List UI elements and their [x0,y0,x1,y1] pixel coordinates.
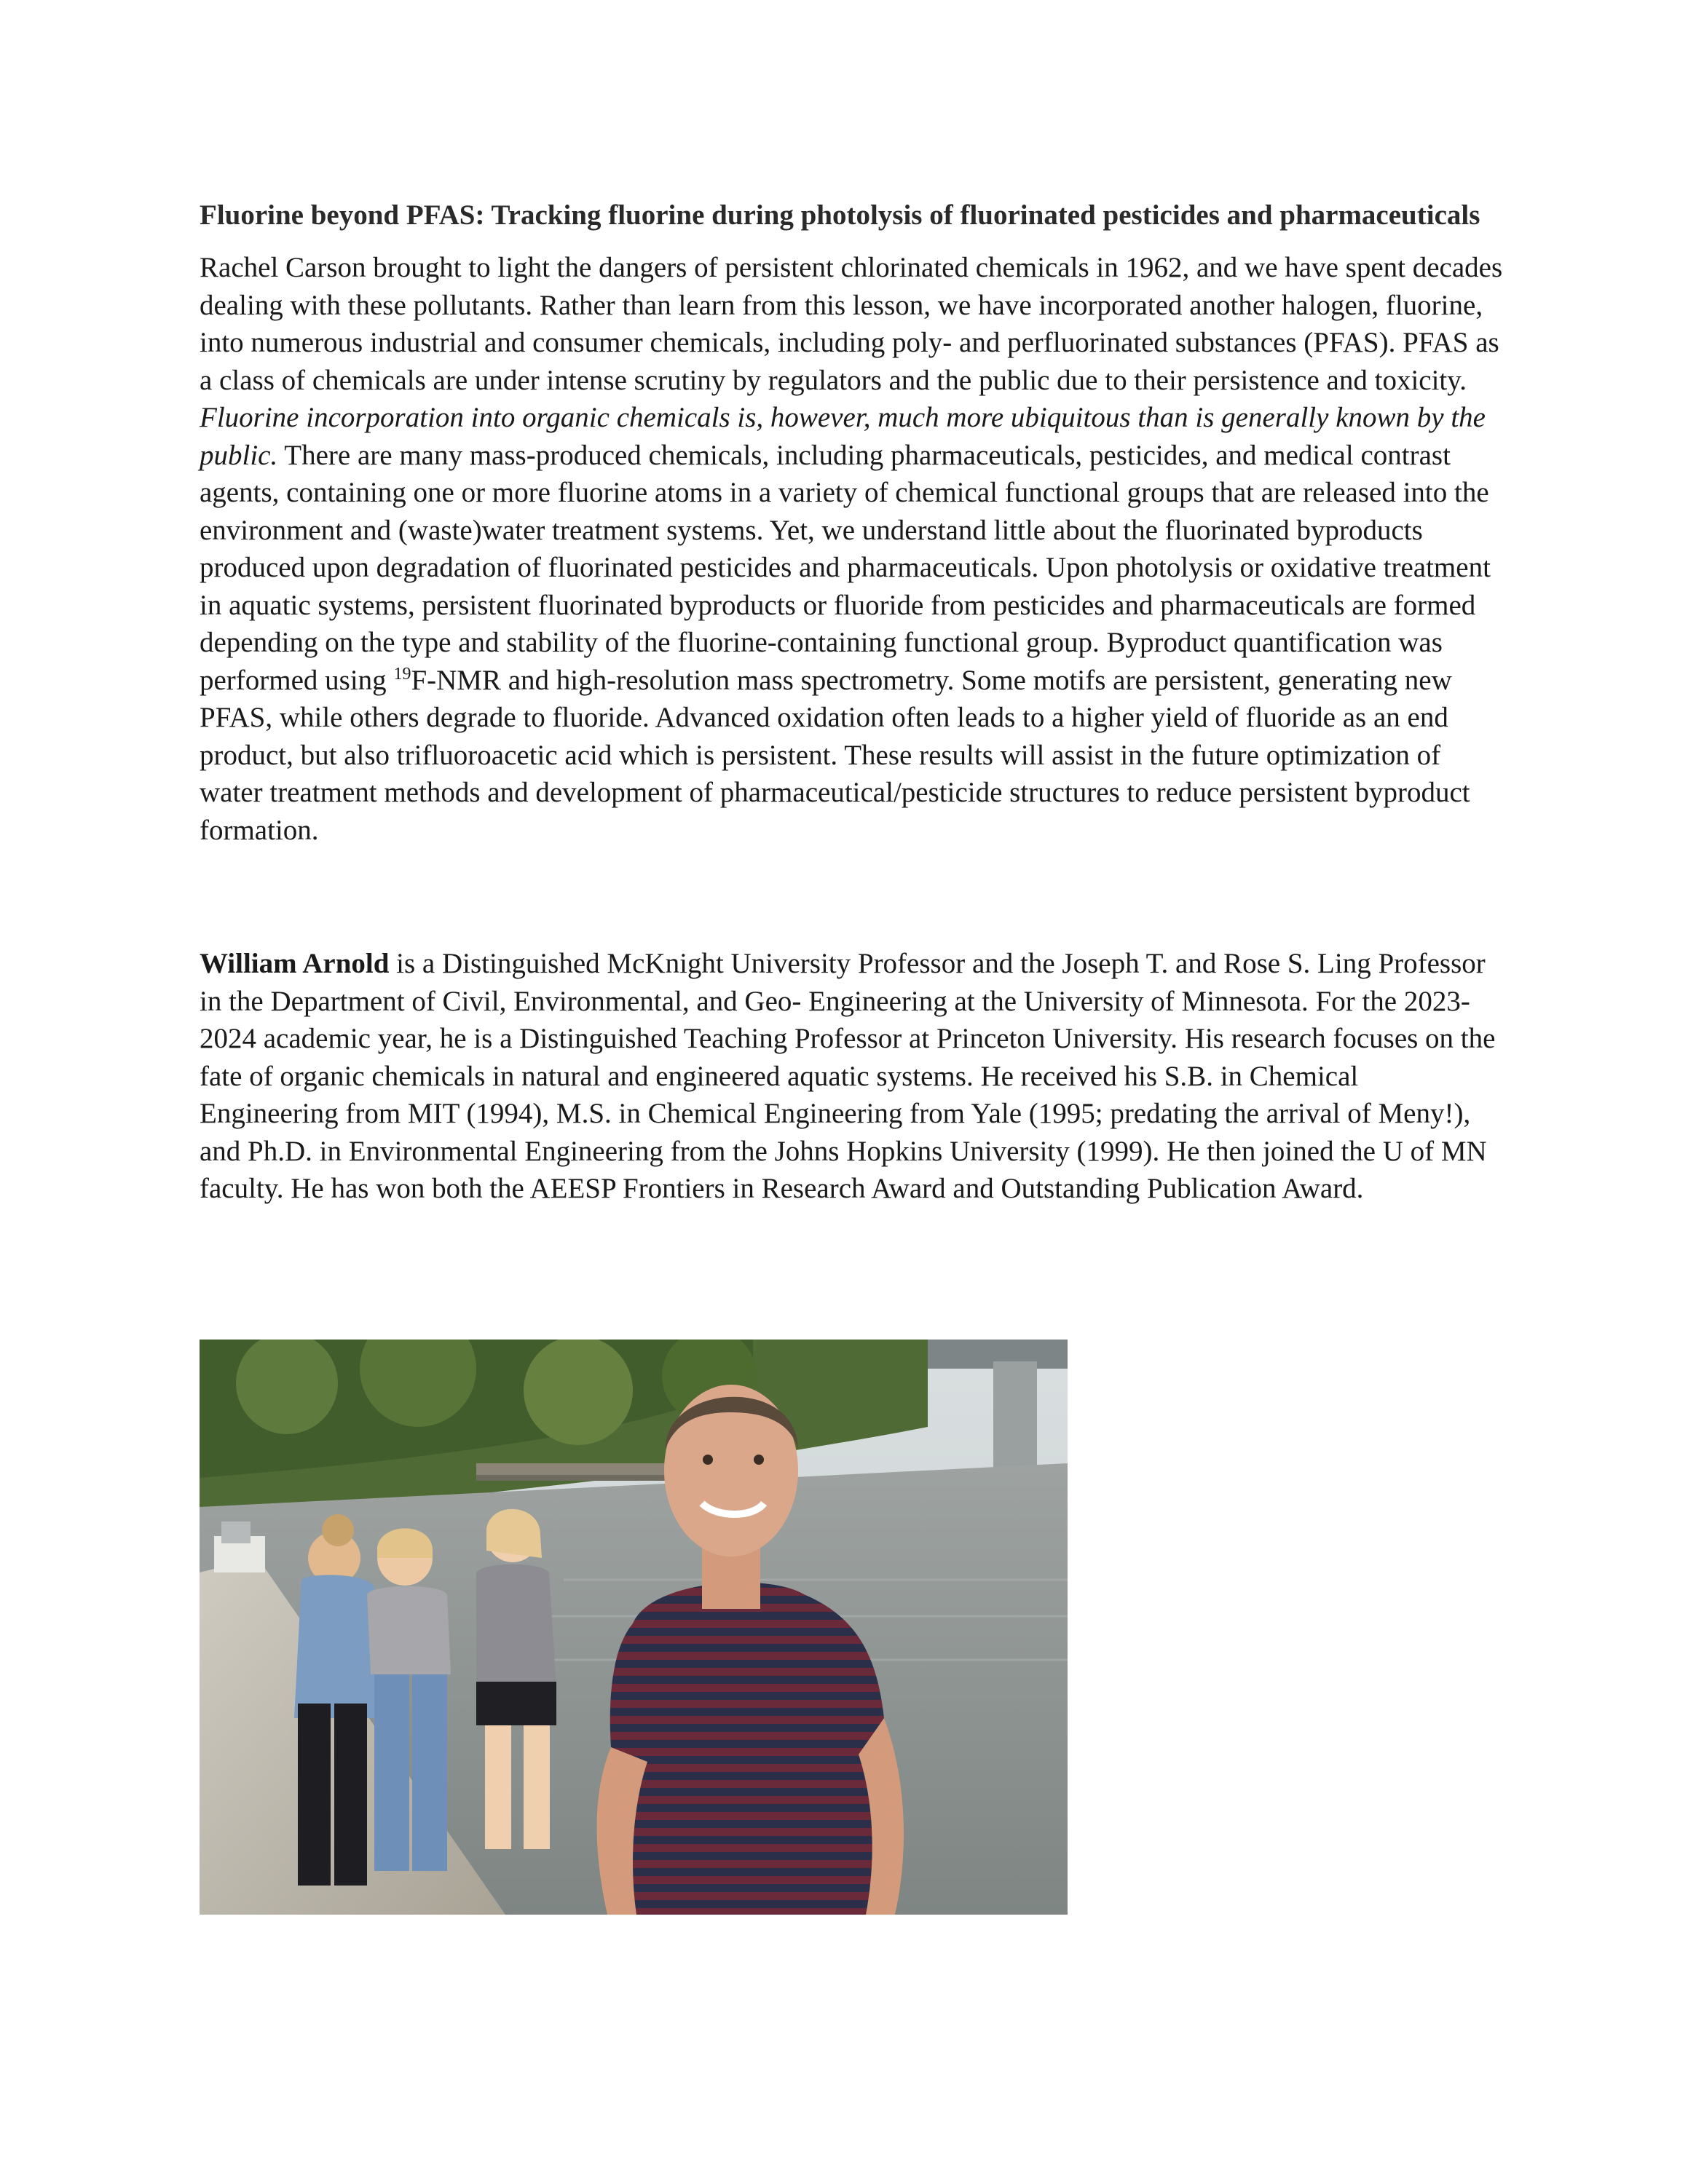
document-page [200,197,1503,1208]
bio-name: William Arnold [200,948,390,979]
bio-paragraph [200,945,1503,1208]
abstract-paragraph [200,249,1503,849]
article-title: Fluorine beyond PFAS: Tracking fluorine during photolysis of fluorinated pesticides and pharmaceuticals [200,199,1480,231]
abstract-text-1: Rachel Carson brought to light the dangers of persistent chlorinated chemicals in 1962, and we have spent decades dealing with these pollutants. Rather than learn from this lesson, we have incorporated another halogen, fluorine, into numerous industrial and consumer chemicals, including poly- and perfluorinated substances (PFAS). PFAS as a class of chemicals are under intense scrutiny by regulators and the public due to their persistence and toxicity. [200,252,1503,396]
abstract-text-3: F-NMR and high-resolution mass spectrometry. Some motifs are persistent, generating new PFAS, while others degrade to fluoride. Advanced oxidation often leads to a higher yield of fluoride as an end product, but also trifluoroacetic acid which is persistent. These results will assist in the future optimization of water treatment methods and development of pharmaceutical/pesticide structures to reduce persistent byproduct formation. [200,664,1470,846]
abstract-text-2: There are many mass-produced chemicals, including pharmaceuticals, pesticides, and medical contrast agents, containing one or more fluorine atoms in a variety of chemical functional groups that are released into the environment and (waste)water treatment systems. Yet, we understand little about the fluorinated byproducts produced upon degradation of fluorinated pesticides and pharmaceuticals. Upon photolysis or oxidative treatment in aquatic systems, persistent fluorinated byproducts or fluoride from pesticides and pharmaceuticals are formed depending on the type and stability of the fluorine-containing functional group. Byproduct quantification was performed using [200,439,1491,696]
bio-text: is a Distinguished McKnight University Professor and the Joseph T. and Rose S. Ling Professor in the Department of Civil, Environmental, and Geo- Engineering at the University of Minnesota. For the 2023-2024 academic year, he is a Distinguished Teaching Professor at Princeton University. His research focuses on the fate of organic chemicals in natural and engineered aquatic systems. He received his S.B. in Chemical Engineering from MIT (1994), M.S. in Chemical Engineering from Yale (1995; predating the arrival of Meny!), and Ph.D. in Environmental Engineering from the Johns Hopkins University (1999). He then joined the U of MN faculty. He has won both the AEESP Frontiers in Research Award and Outstanding Publication Award. [200,948,1496,1204]
portrait-photo [200,1340,1068,1915]
abstract-italic-text: Fluorine incorporation into organic chemicals is, however, much more ubiquitous than is generally known by the public. [200,402,1486,471]
isotope-superscript: 19 [393,664,411,684]
